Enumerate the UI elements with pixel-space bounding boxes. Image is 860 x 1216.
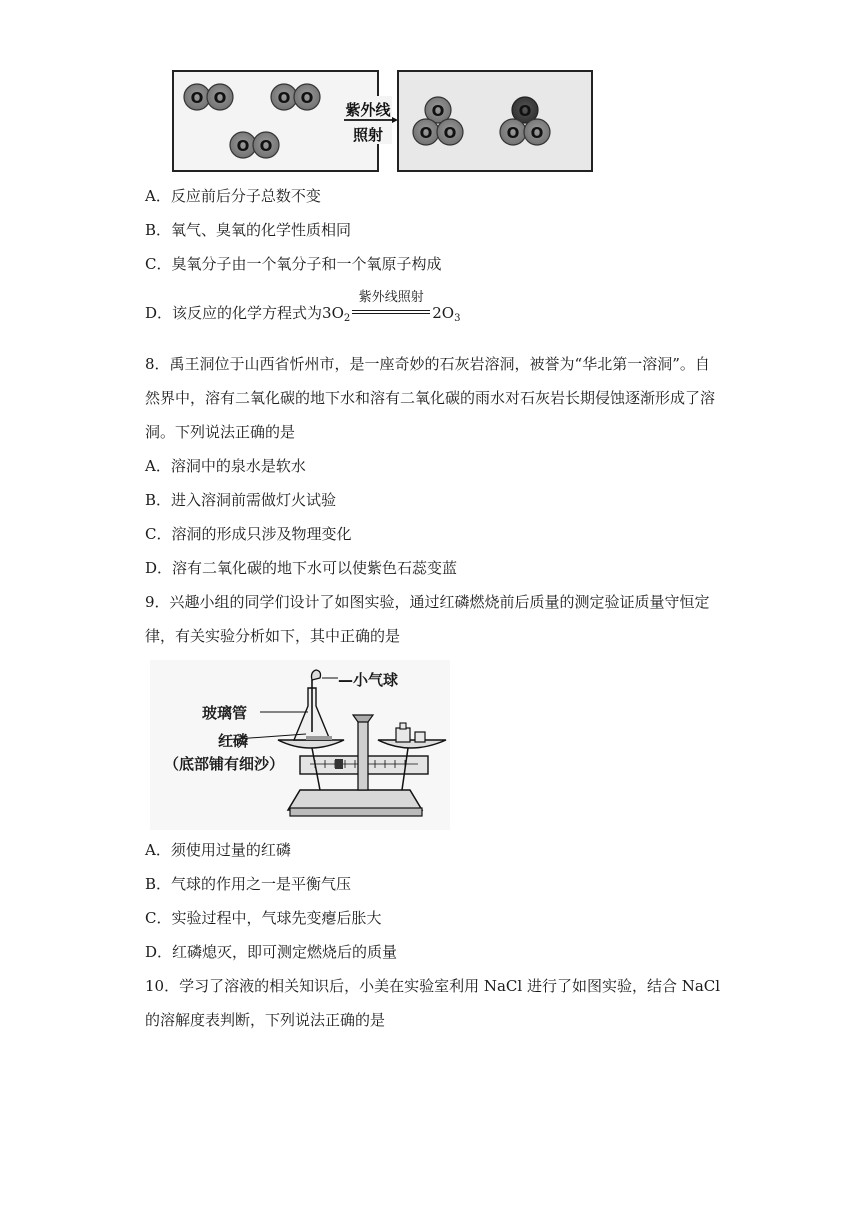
balloon [312, 670, 321, 680]
molecule-reaction-diagram [170, 68, 595, 174]
balance-post [358, 720, 368, 790]
atom-label: O [213, 89, 227, 107]
atom-label: O [190, 89, 204, 107]
arrow-label-top: 紫外线 [345, 101, 391, 119]
atom-label: O [431, 102, 445, 120]
q9-option-c: C．实验过程中，气球先变瘪后胀大 [145, 909, 382, 927]
glass-tube-label: 玻璃管 [202, 704, 248, 722]
balance-diagram [150, 660, 450, 830]
q8-option-a: A．溶洞中的泉水是软水 [145, 457, 306, 475]
q9-stem-line-1: 9．兴趣小组的同学们设计了如图实验，通过红磷燃烧前后质量的测定验证质量守恒定 [145, 593, 710, 611]
atom-label: O [300, 89, 314, 107]
weight [415, 732, 425, 742]
balance-base [288, 790, 422, 810]
q10-stem-line-2: 的溶解度表判断，下列说法正确的是 [145, 1011, 386, 1029]
atom-label: O [506, 124, 520, 142]
sand-label: （底部铺有细沙） [164, 755, 285, 773]
red-phosphorus-label: 红磷 [218, 732, 249, 750]
equation-condition: 紫外线照射 [352, 305, 430, 323]
q8-stem-line-1: 8．禹王洞位于山西省忻州市，是一座奇妙的石灰岩溶洞，被誉为“华北第一溶洞”。自 [145, 355, 710, 373]
arrow-label-bottom: 照射 [352, 126, 384, 144]
q8-stem-line-3: 洞。下列说法正确的是 [145, 423, 296, 441]
q10-stem-line-1: 10．学习了溶液的相关知识后，小美在实验室利用 NaCl 进行了如图实验，结合 NaCl [145, 977, 721, 995]
atom-label: O [419, 124, 433, 142]
q8-stem-line-2: 然界中，溶有二氧化碳的地下水和溶有二氧化碳的雨水对石灰岩长期侵蚀逐渐形成了溶 [145, 389, 716, 407]
q9-option-d: D．红磷熄灭，即可测定燃烧后的质量 [145, 943, 398, 961]
q9-stem-line-2: 律，有关实验分析如下，其中正确的是 [145, 627, 401, 645]
q8-option-d: D．溶有二氧化碳的地下水可以使紫色石蕊变蓝 [145, 559, 458, 577]
equation-lhs: $3O_2$ [322, 304, 351, 324]
atom-label: O [277, 89, 291, 107]
q7-option-a: A．反应前后分子总数不变 [145, 187, 321, 205]
q7-option-d [145, 290, 461, 328]
q8-option-c: C．溶洞的形成只涉及物理变化 [145, 525, 352, 543]
q7-option-b: B．氧气、臭氧的化学性质相同 [145, 221, 352, 239]
q7-option-c: C．臭氧分子由一个氧分子和一个氧原子构成 [145, 255, 442, 273]
atom-label: O [259, 137, 273, 155]
q9-option-a: A．须使用过量的红磷 [145, 841, 291, 859]
q8-option-b: B．进入溶洞前需做灯火试验 [145, 491, 337, 509]
balloon-label: —小气球 [338, 671, 399, 689]
atom-label: O [530, 124, 544, 142]
q9-option-b: B．气球的作用之一是平衡气压 [145, 875, 352, 893]
equation-rhs: $2O_3$ [432, 304, 461, 324]
atom-label: O [236, 137, 250, 155]
q7-option-d-prefix: D．该反应的化学方程式为 [145, 304, 323, 322]
molecule-reaction-figure [170, 68, 595, 174]
atom-label: O [443, 124, 457, 142]
weight [396, 728, 410, 742]
atom-label: O [518, 102, 532, 120]
balance-experiment-figure [150, 660, 450, 830]
